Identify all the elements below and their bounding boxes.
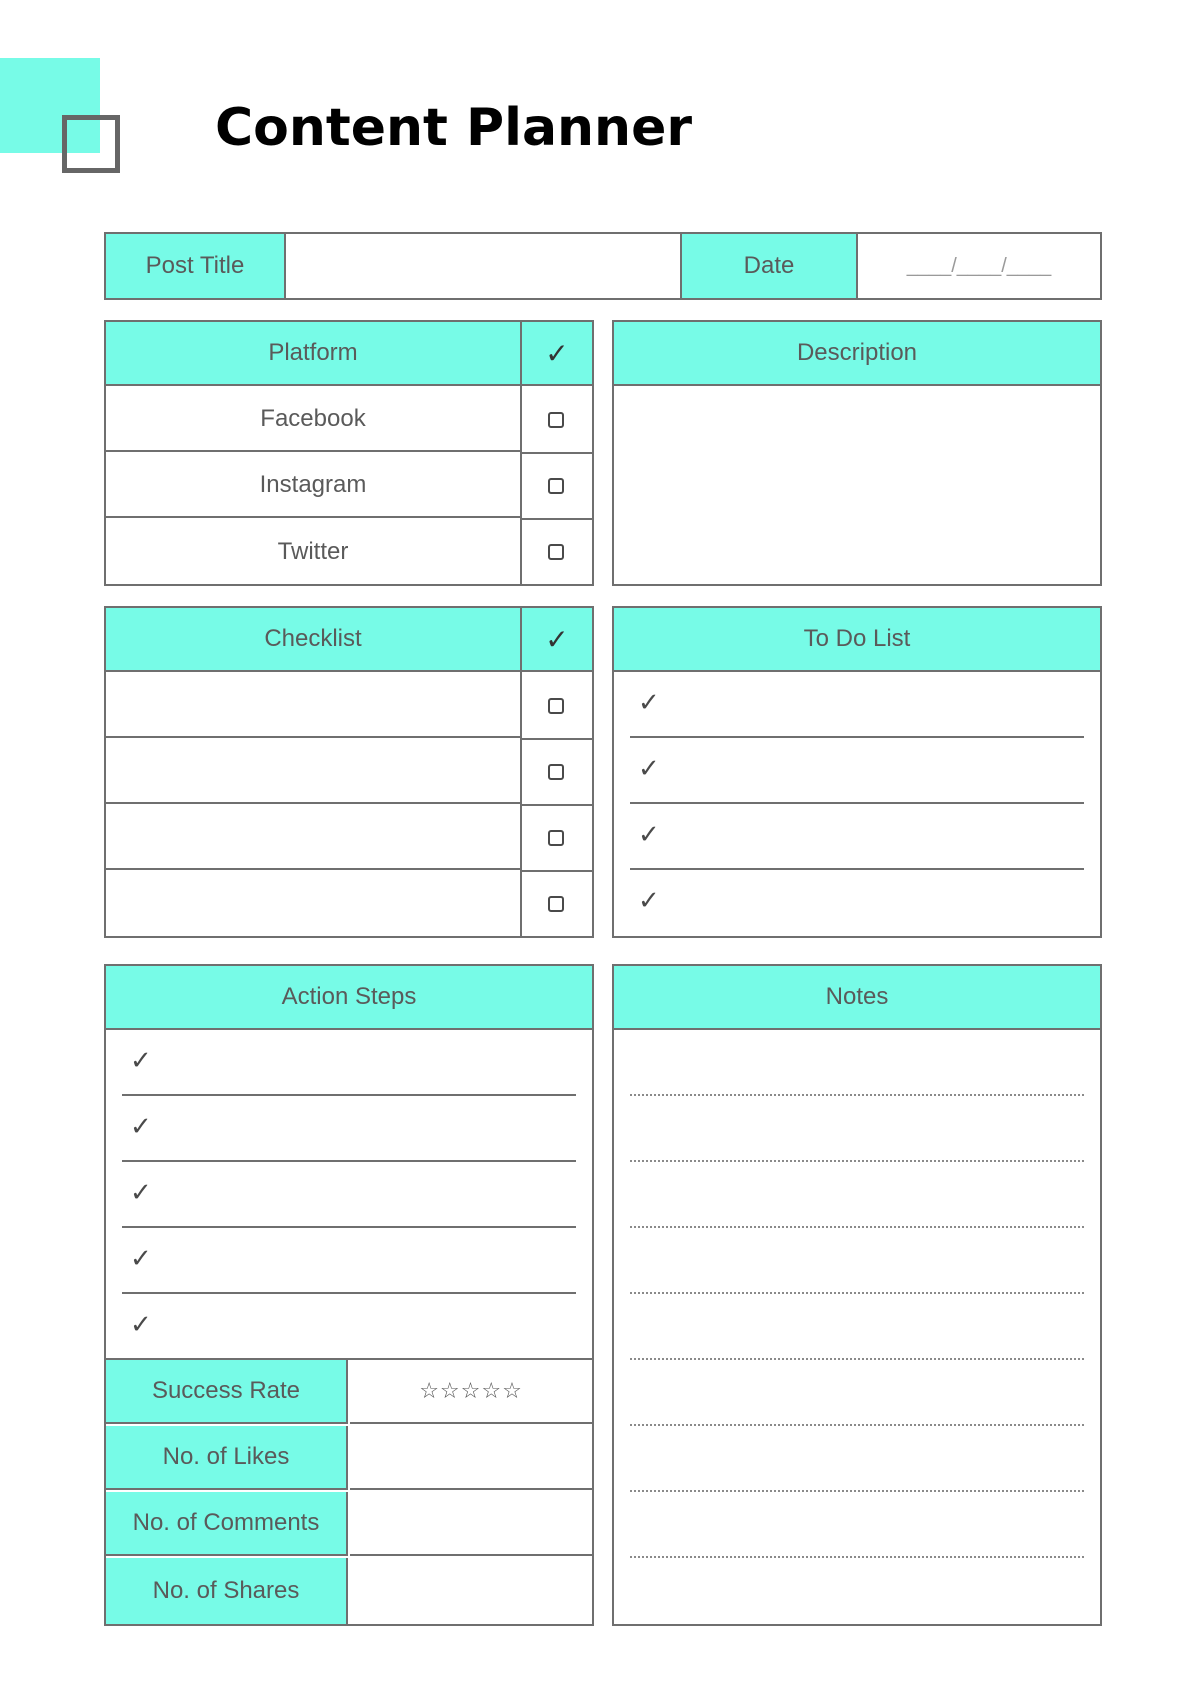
action-step-check-icon: ✓ [130,1046,152,1076]
post-info-row [104,232,1102,300]
action-step-5[interactable] [166,1298,574,1354]
notes-line[interactable] [630,1432,1084,1488]
platform-row-instagram: Instagram [106,454,520,518]
todo-item-1[interactable] [674,676,1082,732]
action-step-2[interactable] [166,1100,574,1156]
platform-header: Platform [106,322,520,386]
notes-line[interactable] [630,1102,1084,1158]
notes-line[interactable] [630,1234,1084,1290]
checklist-checkbox-2[interactable] [548,764,564,780]
platform-table [104,320,594,586]
checklist-checkbox-1[interactable] [548,698,564,714]
action-steps-header: Action Steps [106,966,592,1030]
checklist-checkbox-3[interactable] [548,830,564,846]
checklist-checkbox-4[interactable] [548,896,564,912]
todo-check-icon: ✓ [638,688,660,718]
platform-checkbox-twitter[interactable] [548,544,564,560]
action-step-check-icon: ✓ [130,1178,152,1208]
shares-label: No. of Shares [106,1558,348,1624]
action-steps-table [104,964,594,1626]
date-field[interactable]: ____/____/____ [906,254,1052,277]
post-title-field[interactable] [286,234,680,298]
success-rate-stars[interactable]: ☆☆☆☆☆ [350,1360,592,1424]
likes-label: No. of Likes [106,1426,348,1490]
comments-field[interactable] [350,1492,592,1556]
description-header: Description [614,322,1100,386]
success-rate-label: Success Rate [106,1360,348,1424]
notes-line[interactable] [630,1300,1084,1356]
shares-field[interactable] [350,1558,592,1624]
checklist-item-3[interactable] [106,806,520,870]
checklist-check-header-icon: ✓ [520,608,592,672]
description-field[interactable] [614,388,1100,584]
logo-square-icon [62,115,120,173]
todo-header: To Do List [614,608,1100,672]
action-step-1[interactable] [166,1034,574,1090]
todo-item-4[interactable] [674,874,1082,930]
notes-box [612,964,1102,1626]
notes-line[interactable] [630,1366,1084,1422]
todo-check-icon: ✓ [638,886,660,916]
notes-line[interactable] [630,1498,1084,1554]
platform-row-facebook: Facebook [106,388,520,452]
platform-checkbox-facebook[interactable] [548,412,564,428]
checklist-table [104,606,594,938]
checklist-item-4[interactable] [106,872,520,936]
comments-label: No. of Comments [106,1492,348,1556]
action-step-check-icon: ✓ [130,1112,152,1142]
page-title: Content Planner [215,98,692,158]
checklist-item-2[interactable] [106,740,520,804]
post-title-label: Post Title [106,234,286,298]
likes-field[interactable] [350,1426,592,1490]
action-step-check-icon: ✓ [130,1244,152,1274]
date-label: Date [680,234,858,298]
platform-check-header-icon: ✓ [520,322,592,386]
checklist-item-1[interactable] [106,674,520,738]
todo-check-icon: ✓ [638,754,660,784]
todo-list [612,606,1102,938]
todo-item-3[interactable] [674,808,1082,864]
action-step-check-icon: ✓ [130,1310,152,1340]
notes-header: Notes [614,966,1100,1030]
platform-checkbox-instagram[interactable] [548,478,564,494]
notes-line[interactable] [630,1036,1084,1092]
description-box [612,320,1102,586]
checklist-header: Checklist [106,608,520,672]
todo-check-icon: ✓ [638,820,660,850]
todo-item-2[interactable] [674,742,1082,798]
action-step-3[interactable] [166,1166,574,1222]
platform-row-twitter: Twitter [277,538,349,565]
notes-line[interactable] [630,1168,1084,1224]
action-step-4[interactable] [166,1232,574,1288]
